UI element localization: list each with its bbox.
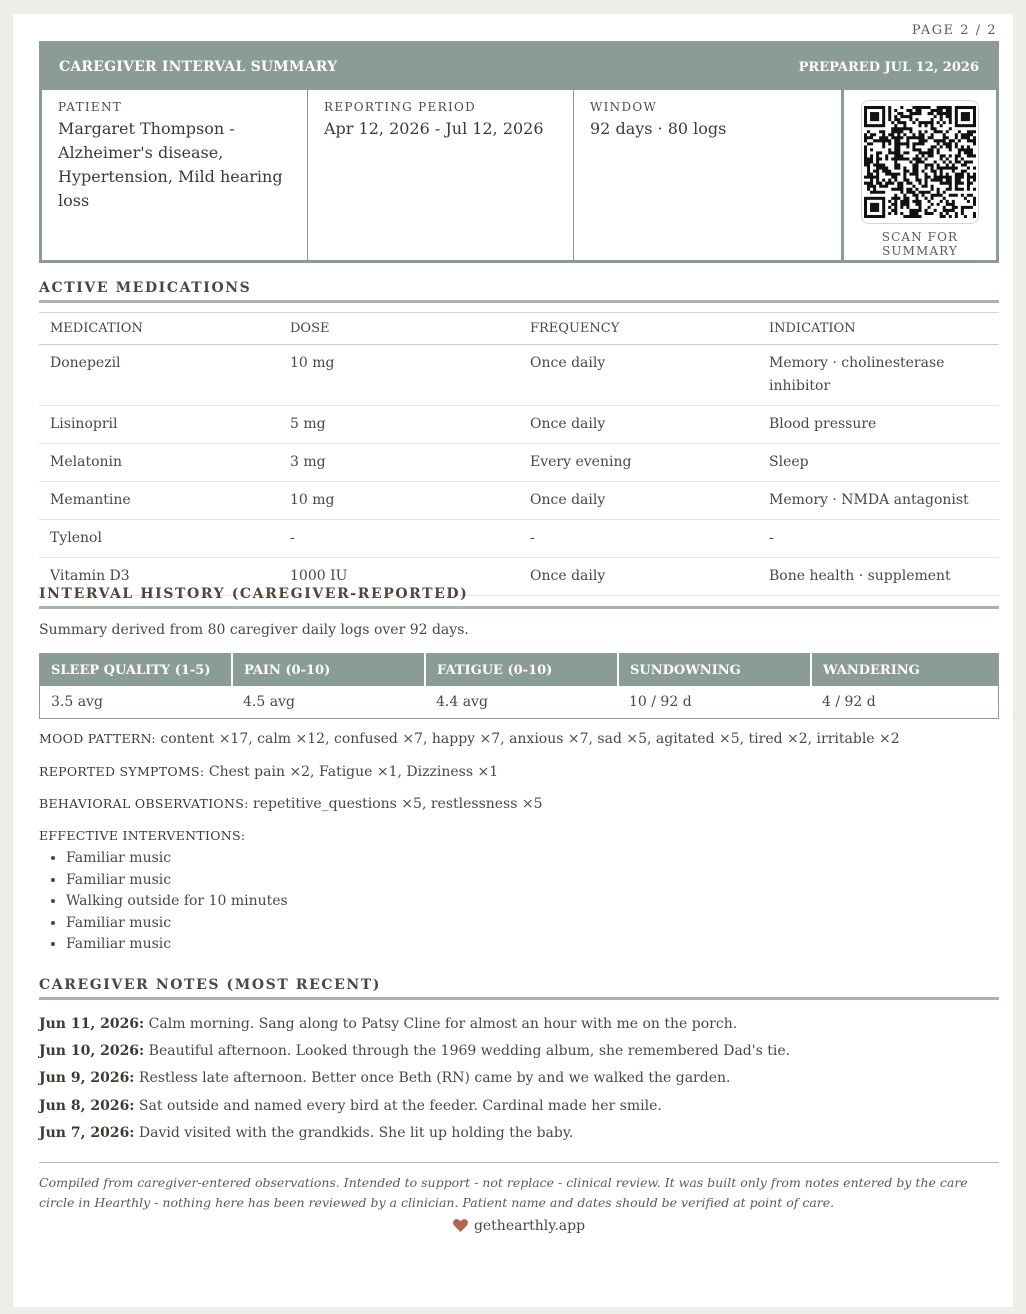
med-dose: 3 mg [279,444,519,482]
note-entry [39,1120,999,1147]
qr-code[interactable] [861,100,979,224]
mood-label: MOOD PATTERN: [39,731,156,746]
window-value: 92 days · 80 logs [590,119,727,138]
note-date: Jun 8, 2026: [39,1097,135,1114]
list-item: • Familiar music [66,848,288,870]
med-name: Donepezil [39,345,279,406]
brand-footer [39,1218,999,1234]
patient-cell [42,90,308,260]
note-text: David visited with the grandkids. She lit up holding the baby. [134,1124,574,1141]
med-col-frequency: FREQUENCY [519,313,758,345]
med-dose: 10 mg [279,482,519,520]
window-cell [574,90,842,260]
behavior-label: BEHAVIORAL OBSERVATIONS: [39,796,249,811]
med-frequency: - [519,520,758,558]
symptoms-value: Chest pain ×2, Fatigue ×1, Dizziness ×1 [204,764,499,780]
med-dose: 10 mg [279,345,519,406]
note-entry [39,1038,999,1065]
period-cell [308,90,574,260]
heart-icon [453,1219,468,1232]
med-frequency: Every evening [519,444,758,482]
metric-value: 4.4 avg [436,694,488,710]
note-text: Restless late afternoon. Better once Beth (RN) came by and we walked the garden. [134,1070,731,1087]
behavior-value: repetitive_questions ×5, restlessness ×5 [248,796,543,812]
list-item: • Familiar music [66,870,288,892]
behavioral-observations [39,796,543,812]
med-dose: 1000 IU [279,558,519,596]
list-item: • Familiar music [66,913,288,935]
med-name: Melatonin [39,444,279,482]
metric-value: 4.5 avg [243,694,295,710]
med-dose: - [279,520,519,558]
table-row [39,406,999,444]
med-dose: 5 mg [279,406,519,444]
med-name: Tylenol [39,520,279,558]
page-number: PAGE 2 / 2 [911,23,997,38]
note-entry [39,1093,999,1120]
med-name: Memantine [39,482,279,520]
note-date: Jun 7, 2026: [39,1124,135,1141]
window-label: WINDOW [590,100,658,114]
brand-link[interactable]: gethearthly.app [473,1218,586,1234]
med-indication: Blood pressure [758,406,999,444]
metric-header: SUNDOWNING [618,654,811,687]
note-text: Sat outside and named every bird at the feeder. Cardinal made her smile. [134,1097,662,1114]
summary-header-card [39,41,999,263]
note-date: Jun 10, 2026: [39,1043,145,1060]
metric-value: 3.5 avg [51,694,103,710]
patient-value: Margaret Thompson - Alzheimer's disease, Hypertension, Mild hearing loss [58,119,283,210]
prepared-date: PREPARED JUL 12, 2026 [798,59,979,75]
med-indication: - [758,520,999,558]
qr-code-icon [864,106,976,218]
notes-title: CAREGIVER NOTES (MOST RECENT) [39,977,999,1000]
table-row [39,520,999,558]
history-summary: Summary derived from 80 caregiver daily logs over 92 days. [39,622,469,638]
note-text: Calm morning. Sang along to Patsy Cline for almost an hour with me on the porch. [144,1016,738,1032]
patient-label: PATIENT [58,100,123,114]
reported-symptoms [39,764,498,780]
metric-header: PAIN (0-10) [232,654,425,687]
med-indication: Memory · cholinesterase inhibitor [758,345,999,406]
med-frequency: Once daily [519,482,758,520]
mood-value: content ×17, calm ×12, confused ×7, happy ×7, anxious ×7, sad ×5, agitated ×5, tired ×2, irritable ×2 [155,731,900,747]
table-row [39,444,999,482]
med-indication: Bone health · supplement [758,558,999,596]
med-col-dose: DOSE [279,313,519,345]
footer-divider [39,1162,999,1163]
metric-header: WANDERING [811,654,999,687]
period-label: REPORTING PERIOD [324,100,477,114]
note-entry [39,1065,999,1092]
metric-header: SLEEP QUALITY (1-5) [40,654,233,687]
med-name: Vitamin D3 [39,558,279,596]
list-item: • Familiar music [66,934,288,956]
med-col-indication: INDICATION [758,313,999,345]
med-col-medication: MEDICATION [39,313,279,345]
table-row [39,345,999,406]
card-header-bar [42,44,996,90]
mood-pattern [39,731,900,747]
metric-header: FATIGUE (0-10) [425,654,618,687]
metrics-table [39,653,999,719]
caregiver-notes [39,1011,999,1147]
med-indication: Memory · NMDA antagonist [758,482,999,520]
interventions-list [39,848,288,956]
symptoms-label: REPORTED SYMPTOMS: [39,764,205,779]
med-indication: Sleep [758,444,999,482]
period-value: Apr 12, 2026 - Jul 12, 2026 [324,119,544,138]
note-date: Jun 11, 2026: [39,1016,145,1032]
med-frequency: Once daily [519,345,758,406]
table-row [39,482,999,520]
note-entry [39,1011,999,1038]
metric-value: 4 / 92 d [822,694,876,710]
med-frequency: Once daily [519,558,758,596]
qr-cell [842,90,996,260]
med-frequency: Once daily [519,406,758,444]
history-title: INTERVAL HISTORY (CAREGIVER-REPORTED) [39,586,999,609]
note-date: Jun 9, 2026: [39,1070,135,1087]
note-text: Beautiful afternoon. Looked through the 1969 wedding album, she remembered Dad's tie. [144,1043,791,1060]
report-page [13,14,1013,1307]
med-name: Lisinopril [39,406,279,444]
effective-interventions [39,828,288,956]
medications-table [39,312,999,596]
interventions-label: EFFECTIVE INTERVENTIONS: [39,828,246,843]
qr-caption: SCAN FOR SUMMARY [881,230,959,258]
list-item: • Walking outside for 10 minutes [66,891,288,913]
medications-title: ACTIVE MEDICATIONS [39,280,999,303]
disclaimer: Compiled from caregiver-entered observations. Intended to support - not replace - clinical review. It was built only from notes entered by the care circle in Hearthly - nothing here has been reviewed by a clinician. Patient name and dates should be verified at point of care. [39,1175,968,1210]
metric-value: 10 / 92 d [629,694,692,710]
report-title: CAREGIVER INTERVAL SUMMARY [59,59,338,75]
